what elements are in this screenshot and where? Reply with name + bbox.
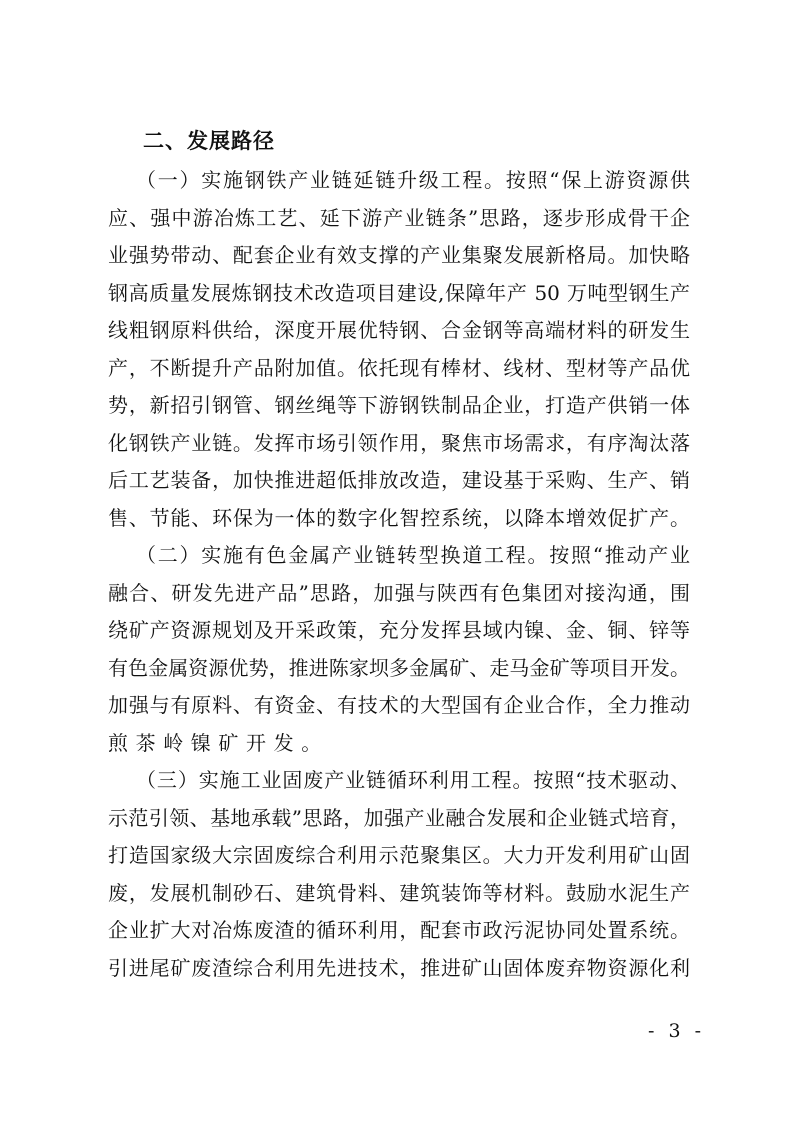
section-heading: 二、发展路径 (143, 129, 275, 153)
paragraph-line: 加强与有原料、有资金、有技术的大型国有企业合作，全力推动 (108, 693, 690, 717)
paragraph-first-line: （一）实施钢铁产业链延链升级工程。按照“保上游资源供 (136, 168, 690, 192)
paragraph-line: 线粗钢原料供给，深度开展优特钢、合金钢等高端材料的研发生 (108, 318, 690, 342)
paragraph-line: 打造国家级大宗固废综合利用示范聚集区。大力开发利用矿山固 (108, 843, 690, 867)
paragraph-line: 钢高质量发展炼钢技术改造项目建设,保障年产 50 万吨型钢生产 (108, 280, 690, 305)
paragraph-line: 煎茶岭镍矿开发。 (108, 730, 329, 755)
paragraph-line: 售、节能、环保为一体的数字化智控系统，以降本增效促扩产。 (108, 505, 690, 530)
paragraph-line: 引进尾矿废渣综合利用先进技术，推进矿山固体废弃物资源化利 (108, 955, 690, 980)
paragraph-line: 业强势带动、配套企业有效支撑的产业集聚发展新格局。加快略 (108, 243, 690, 267)
page-number: - 3 - (648, 1020, 706, 1042)
paragraph-first-line: （三）实施工业固废产业链循环利用工程。按照“技术驱动、 (136, 768, 690, 792)
paragraph-first-line: （二）实施有色金属产业链转型换道工程。按照“推动产业 (136, 543, 690, 567)
paragraph-line: 应、强中游冶炼工艺、延下游产业链条”思路，逐步形成骨干企 (108, 205, 690, 230)
paragraph-line: 后工艺装备，加快推进超低排放改造，建设基于采购、生产、销 (108, 468, 690, 492)
paragraph-line: 产，不断提升产品附加值。依托现有棒材、线材、型材等产品优 (108, 355, 690, 380)
paragraph-line: 融合、研发先进产品”思路，加强与陕西有色集团对接沟通，围 (108, 580, 690, 605)
paragraph-line: 势，新招引钢管、钢丝绳等下游钢铁制品企业，打造产供销一体 (108, 393, 690, 417)
paragraph-line: 企业扩大对冶炼废渣的循环利用，配套市政污泥协同处置系统。 (108, 918, 690, 942)
paragraph-line: 绕矿产资源规划及开采政策，充分发挥县域内镍、金、铜、锌等 (108, 618, 690, 642)
paragraph-line: 废，发展机制砂石、建筑骨料、建筑装饰等材料。鼓励水泥生产 (108, 880, 690, 905)
paragraph-line: 示范引领、基地承载”思路，加强产业融合发展和企业链式培育， (108, 805, 690, 830)
paragraph-line: 有色金属资源优势，推进陈家坝多金属矿、走马金矿等项目开发。 (108, 655, 690, 680)
paragraph-line: 化钢铁产业链。发挥市场引领作用，聚焦市场需求，有序淘汰落 (108, 430, 690, 455)
